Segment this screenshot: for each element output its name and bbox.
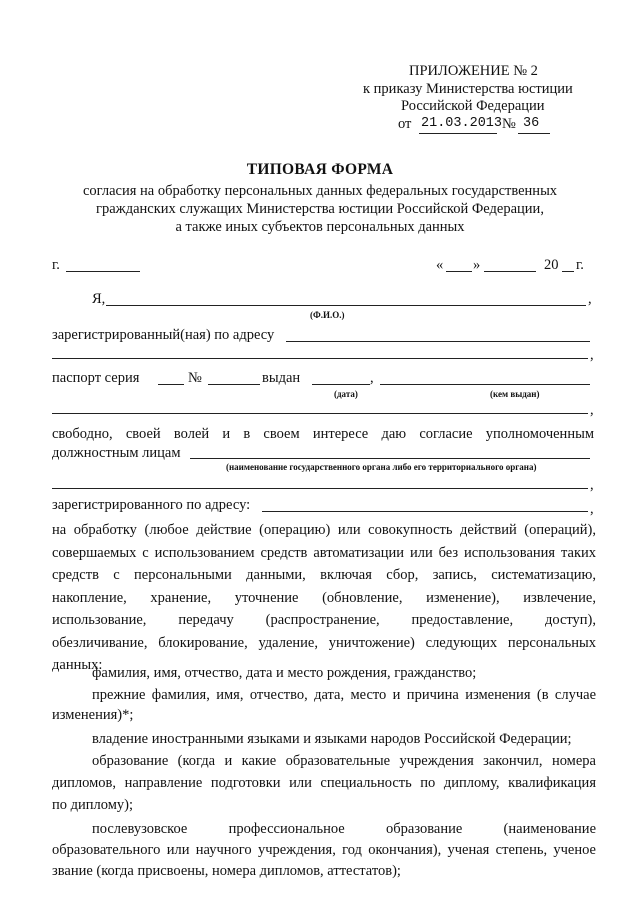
address-comma: , — [590, 347, 594, 363]
appendix-date-prefix: от — [398, 116, 412, 132]
year-prefix: 20 — [544, 257, 559, 273]
organ-caption: (наименование государственного органа либо его территориального органа) — [226, 462, 537, 472]
body-line: средств с персональными данными, включая сбор, запись, систематизацию, — [52, 567, 596, 583]
body-line: обезличивание, блокирование, удаление, уничтожение) следующих персональных — [52, 634, 596, 651]
registered-at-field[interactable] — [262, 511, 588, 512]
body-line: на обработку (любое действие (операцию) или совокупность действий (операций), — [52, 522, 596, 538]
quote-open: « — [436, 257, 444, 273]
registered-at-comma: , — [590, 501, 594, 517]
city-prefix: г. — [52, 257, 60, 273]
form-title: ТИПОВАЯ ФОРМА — [246, 161, 394, 178]
list-item: прежние фамилия, имя, отчество, дата, место и причина изменения (в случае — [92, 687, 596, 703]
passport-series-field[interactable] — [158, 384, 184, 385]
issuer-field[interactable] — [380, 384, 590, 385]
list-item-cont: образовательного или научного учреждения, год окончания), ученая степень, ученое — [52, 842, 596, 858]
organ-comma: , — [590, 477, 594, 493]
i-label: Я, — [92, 291, 106, 307]
form-subtitle-line-3: а также иных субъектов персональных данных — [175, 219, 465, 235]
list-item-cont: по диплому); — [52, 797, 134, 813]
list-item-cont: изменения)*; — [52, 707, 134, 723]
issuer-comma: , — [590, 402, 594, 418]
registered-label: зарегистрированный(ная) по адресу — [52, 327, 275, 343]
fio-caption: (Ф.И.О.) — [310, 310, 345, 320]
list-item: фамилия, имя, отчество, дата и место рождения, гражданство; — [92, 665, 477, 681]
day-field[interactable] — [446, 271, 472, 272]
appendix-number-label: № — [502, 116, 516, 132]
form-subtitle-line-1: согласия на обработку персональных данных федеральных государственных — [82, 183, 558, 199]
list-item: образование (когда и какие образовательные учреждения закончил, номера — [92, 753, 596, 769]
address-field-2[interactable] — [52, 358, 588, 359]
registered-at-label: зарегистрированного по адресу: — [52, 497, 251, 513]
body-line: накопление, хранение, уточнение (обновление, изменение), извлечение, — [52, 589, 596, 606]
list-item-cont: дипломов, направление подготовки или специальность по диплому, квалификация — [52, 775, 596, 791]
list-item-cont: звание (когда присвоены, номера дипломов, аттестатов); — [52, 863, 401, 879]
passport-number-field[interactable] — [208, 384, 260, 385]
issuer-caption: (кем выдан) — [490, 389, 540, 399]
year-suffix: г. — [576, 257, 584, 273]
appendix-ministry-line: Российской Федерации — [401, 98, 545, 114]
passport-number-label: № — [188, 370, 202, 386]
address-field-1[interactable] — [286, 341, 590, 342]
appendix-order-line: к приказу Министерства юстиции — [363, 81, 573, 97]
body-line: совершаемых с использованием средств автоматизации или без использования таких — [52, 544, 596, 561]
issue-date-field[interactable] — [312, 384, 370, 385]
city-field[interactable] — [66, 271, 140, 272]
month-field[interactable] — [484, 271, 536, 272]
issue-date-comma: , — [370, 370, 374, 386]
issuer-field-2[interactable] — [52, 413, 588, 414]
officials-label: должностным лицам — [52, 445, 181, 461]
consent-line: свободно, своей волей и в своем интересе даю согласие уполномоченным — [52, 426, 594, 442]
year-field[interactable] — [562, 271, 574, 272]
appendix-date-value: 21.03.2013 — [421, 116, 503, 131]
body-line: использование, передачу (распространение, предоставление, доступ), — [52, 612, 596, 628]
processing-paragraph — [52, 519, 596, 676]
issued-label: выдан — [262, 370, 301, 386]
fio-comma: , — [588, 291, 592, 307]
organ-field-2[interactable] — [52, 488, 588, 489]
form-subtitle-line-2: гражданских служащих Министерства юстиции Российской Федерации, — [96, 201, 544, 217]
date-caption: (дата) — [334, 389, 358, 399]
list-item: владение иностранными языками и языками народов Российской Федерации; — [92, 731, 572, 747]
appendix-number-value: 36 — [523, 116, 540, 131]
quote-close: » — [473, 257, 481, 273]
organ-field[interactable] — [190, 458, 590, 459]
body-last-line: данных: — [52, 657, 103, 673]
fio-field[interactable] — [106, 305, 586, 306]
list-item: послевузовское профессиональное образование (наименование — [92, 821, 596, 837]
appendix-title: ПРИЛОЖЕНИЕ № 2 — [409, 63, 538, 79]
passport-label: паспорт серия — [52, 370, 140, 386]
